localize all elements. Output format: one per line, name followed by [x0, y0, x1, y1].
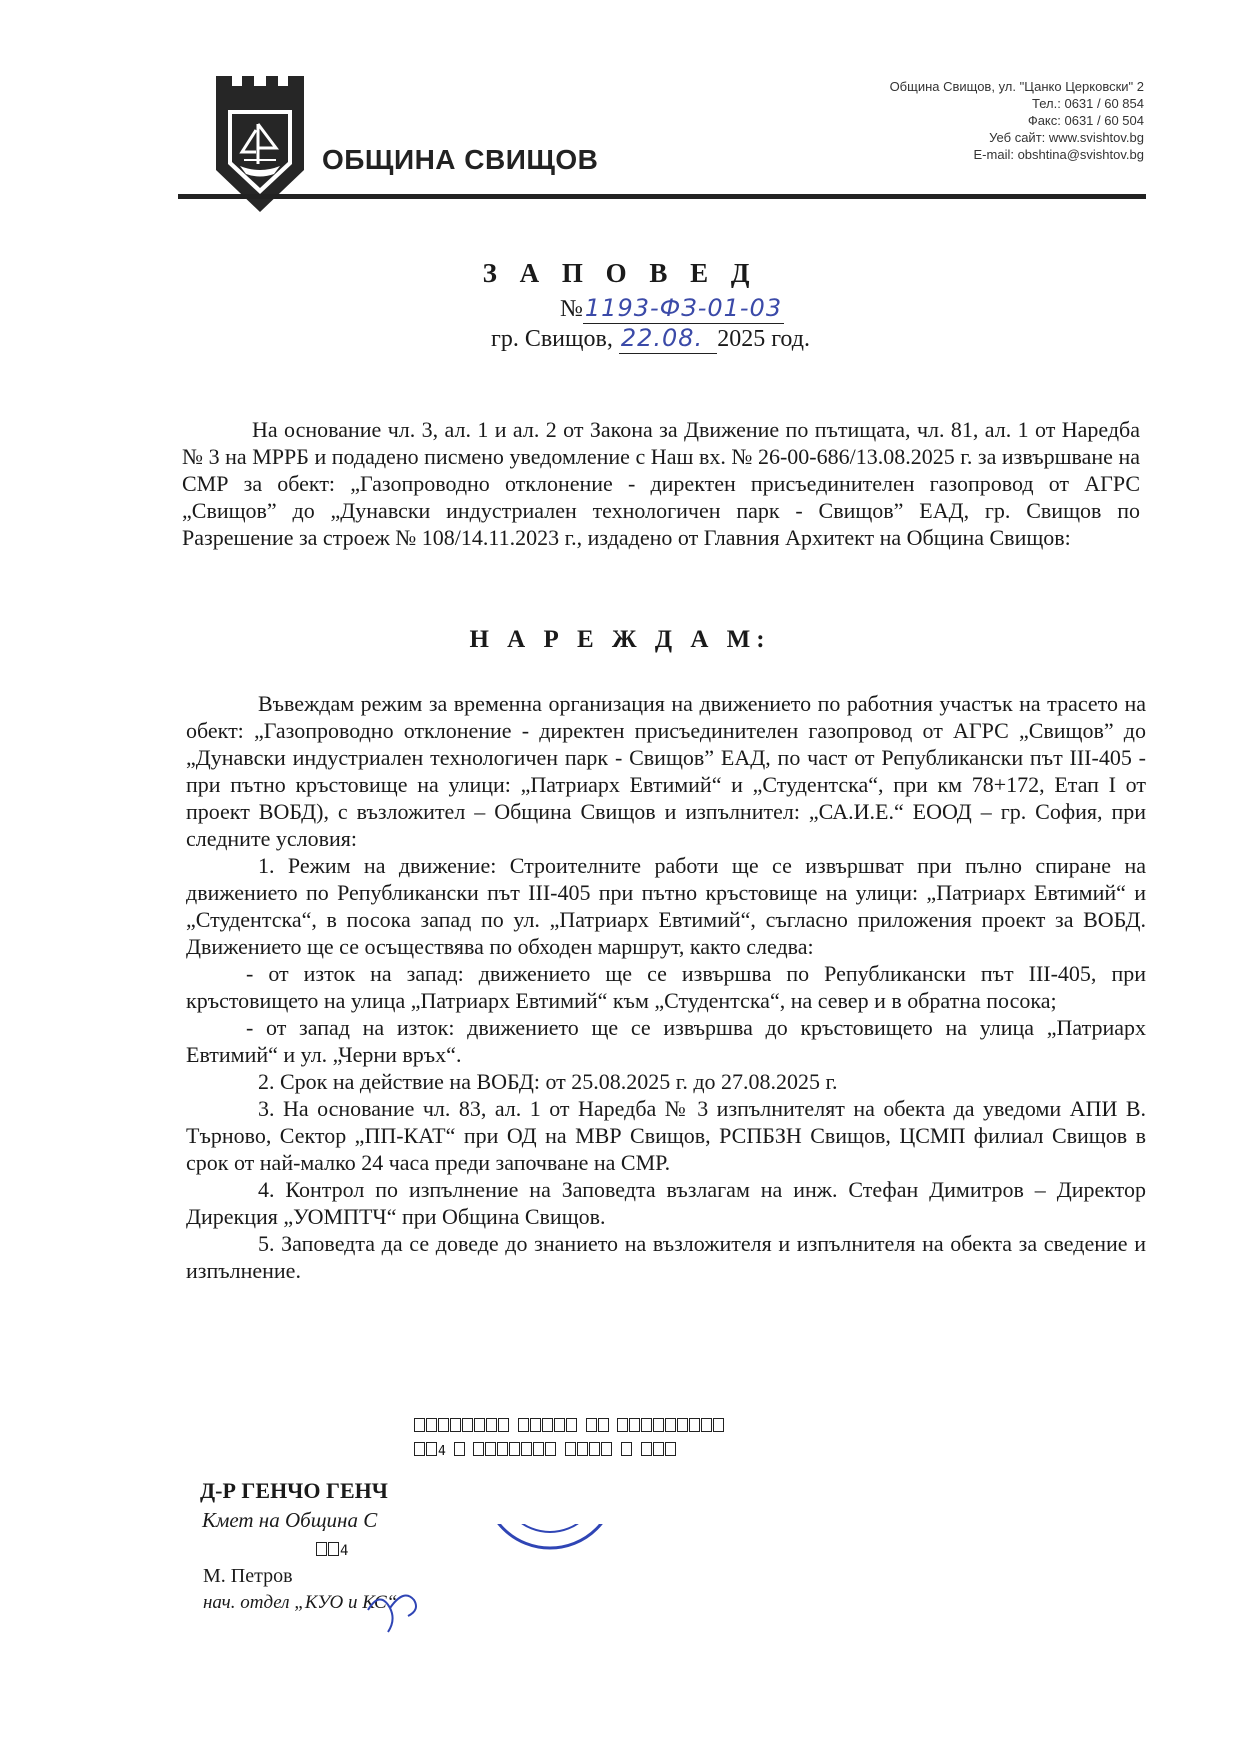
order-intro: Въвеждам режим за временна организация на движението по работния участък на трасето на обект: „Газопроводно отклонение - директен присъединителен газопровод от АГРС „Свищов” до „Дунавски индустриален технологичен парк - Свищов” ЕАД, по част от Републикански път III-405 - при пътно кръстовище на улици: „Патриарх Евтимий“ и „Студентска“, при км 78+172, Етап I от проект ВОБД), с възложител – Община Свищов и изпълнител: „СА.И.Е.“ ЕООД – гр. София, при следните условия: — [186, 691, 1146, 851]
preamble-paragraph — [182, 416, 1140, 551]
contact-phone: Тел.: 0631 / 60 854 — [1032, 96, 1144, 111]
signer-role: Кмет на Община С — [202, 1508, 378, 1532]
redacted-digit: 4 — [438, 1444, 446, 1459]
prepared-code — [316, 1542, 348, 1559]
order-date — [619, 324, 717, 354]
redaction-block — [432, 1560, 488, 1600]
contact-fax: Факс: 0631 / 60 504 — [1027, 113, 1144, 128]
redaction-block — [330, 1530, 490, 1560]
contact-website: Уеб сайт: www.svishtov.bg — [989, 130, 1144, 145]
org-name: ОБЩИНА СВИЩОВ — [322, 144, 599, 175]
order-number-line — [560, 294, 784, 324]
prepared-by-role: нач. отдел „КУО и КС“ — [203, 1592, 398, 1613]
order-item-1: 1. Режим на движение: Строителните работи ще се извършват при пълно спиране на движението по Републикански път III-405 при пътно кръстовище на улици: „Патриарх Евтимий“ и „Студентска“, в посока запад по ул. „Патриарх Евтимий“, съгласно приложения проект за ВОБД. Движението ще се осъществява по обходен маршрут, както следва: — [186, 853, 1146, 959]
order-date-handwritten: 22.08. — [620, 324, 704, 352]
order-body — [186, 690, 1146, 1284]
prepared-code-digit: 4 — [340, 1543, 349, 1559]
order-item-1-dash-1: - от изток на запад: движението ще се извършва по Републикански път III-405, при кръстовището на улица „Патриарх Евтимий“ към „Студентска“, на север и в обратна посока; — [186, 961, 1146, 1013]
signer-name: Д-Р ГЕНЧО ГЕНЧ — [200, 1478, 388, 1503]
contact-address: Община Свищов, ул. "Цанко Церковски" 2 — [889, 79, 1144, 94]
city-prefix: гр. Свищов, — [491, 326, 613, 352]
year-suffix: 2025 год. — [717, 326, 810, 352]
redacted-note-line-2 — [414, 1442, 677, 1459]
order-item-3: 3. На основание чл. 83, ал. 1 от Наредба № 3 изпълнителят на обекта да уведоми АПИ В. Търново, Сектор „ПП-КАТ“ при ОД на МВР Свищов, РСПБЗН Свищов, ЦСМП филиал Свищов в срок от най-малко 24 часа преди започване на СМР. — [186, 1096, 1146, 1175]
signature-scribble-icon — [360, 1570, 430, 1640]
order-item-4: 4. Контрол по изпълнение на Заповедта възлагам на инж. Стефан Димитров – Директор Дирекция „УОМПТЧ“ при Община Свищов. — [186, 1177, 1146, 1229]
preamble-text: На основание чл. 3, ал. 1 и ал. 2 от Закона за Движение по пътищата, чл. 81, ал. 1 от Наредба № 3 на МРРБ и подадено писмено уведомление с Наш вх. № 26-00-686/13.08.2025 г. за извършване на СМР за обект: „Газопроводно отклонение - директен присъединителен газопровод от АГРС „Свищов” до „Дунавски индустриален технологичен парк - Свищов” ЕАД, гр. Свищов по Разрешение за строеж № 108/14.11.2023 г., издадено от Главния Архитект на Община Свищов: — [182, 417, 1140, 550]
prepared-by-name: М. Петров — [203, 1565, 293, 1587]
order-item-1-dash-2: - от запад на изток: движението ще се извършва до кръстовището на улица „Патриарх Евтимий“ и ул. „Черни връх“. — [186, 1015, 1146, 1067]
document-title: З А П О В Е Д — [482, 258, 758, 288]
order-item-2: 2. Срок на действие на ВОБД: от 25.08.2025 г. до 27.08.2025 г. — [258, 1069, 838, 1094]
order-date-line — [491, 324, 810, 354]
number-prefix: № — [560, 296, 583, 322]
order-heading: Н А Р Е Ж Д А М: — [469, 626, 771, 653]
header-divider — [178, 194, 1146, 199]
order-item-5: 5. Заповедта да се доведе до знанието на възложителя и изпълнителя на обекта за сведение и изпълнение. — [186, 1231, 1146, 1283]
contact-email: E-mail: obshtina@svishtov.bg — [973, 147, 1144, 162]
redaction-block — [492, 1462, 687, 1524]
redacted-note-line-1 — [414, 1418, 725, 1435]
contact-info — [724, 78, 1144, 163]
order-number-handwritten: 1193-ФЗ-01-03 — [584, 294, 783, 322]
order-number — [583, 294, 784, 324]
